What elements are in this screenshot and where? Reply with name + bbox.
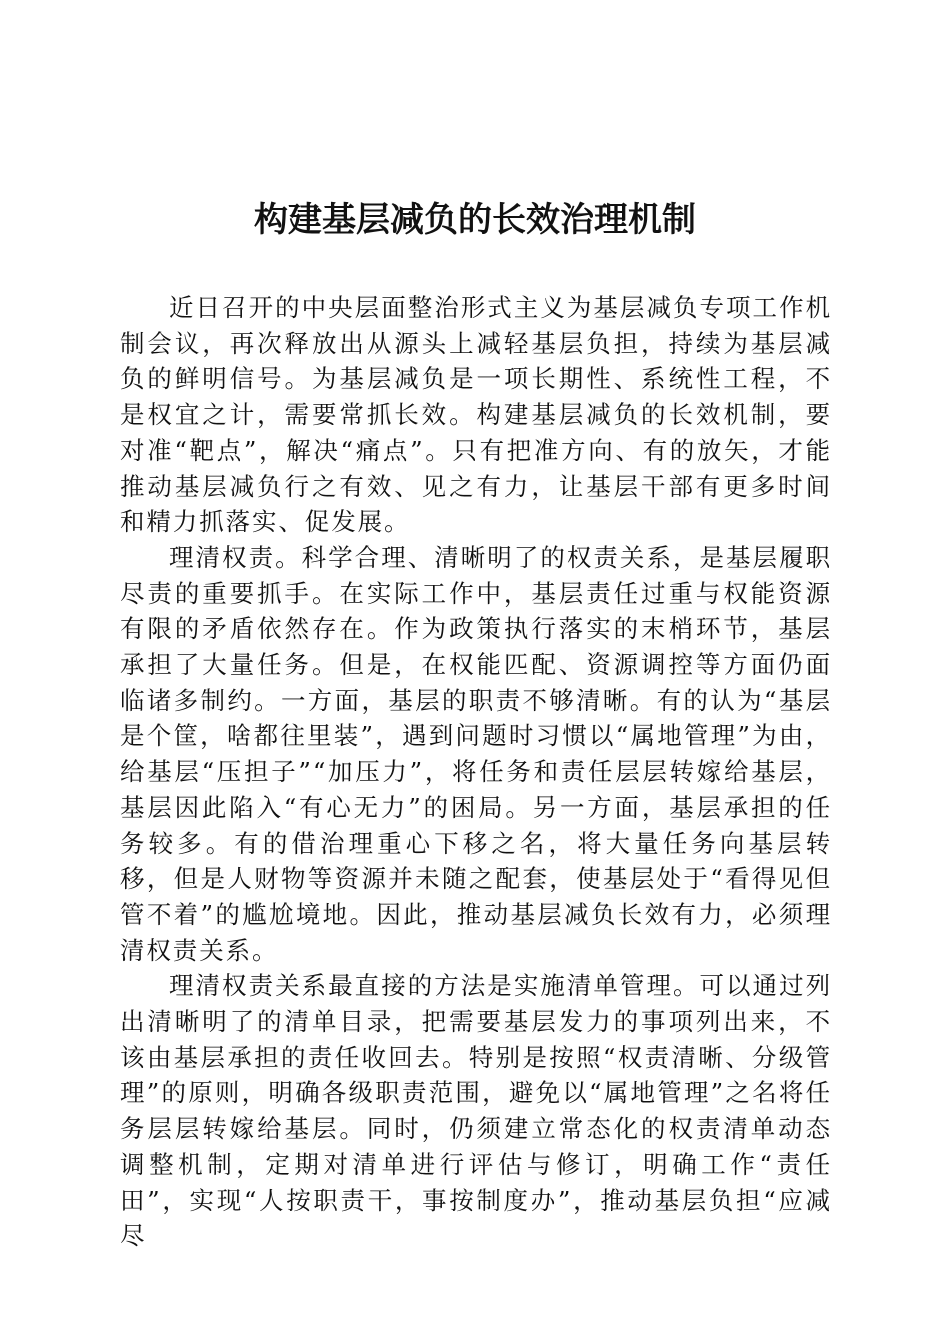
paragraph-list-management: 理清权责关系最直接的方法是实施清单管理。可以通过列出清晰明了的清单目录，把需要基层发力的事项列出来，不该由基层承担的责任收回去。特别是按照“权责清晰、分级管理”的原则，明确各级职责范围，避免以“属地管理”之名将任务层层转嫁给基层。同时，仍须建立常态化的权责清单动态调整机制，定期对清单进行评估与修订，明确工作“责任田”，实现“人按职责干，事按制度办”，推动基层负担“应减尽 bbox=[120, 971, 832, 1251]
paragraph-intro: 近日召开的中央层面整治形式主义为基层减负专项工作机制会议，再次释放出从源头上减轻基层负担，持续为基层减负的鲜明信号。为基层减负是一项长期性、系统性工程，不是权宜之计，需要常抓长效。构建基层减负的长效机制，要对准“靶点”，解决“痛点”。只有把准方向、有的放矢，才能推动基层减负行之有效、见之有力，让基层干部有更多时间和精力抓落实、促发展。 bbox=[120, 293, 832, 537]
document-title: 构建基层减负的长效治理机制 bbox=[254, 200, 696, 240]
document-body bbox=[120, 290, 832, 1254]
paragraph-clarify-responsibilities: 理清权责。科学合理、清晰明了的权责关系，是基层履职尽责的重要抓手。在实际工作中，基层责任过重与权能资源有限的矛盾依然存在。作为政策执行落实的末梢环节，基层承担了大量任务。但是，在权能匹配、资源调控等方面仍面临诸多制约。一方面，基层的职责不够清晰。有的认为“基层是个筐，啥都往里装”，遇到问题时习惯以“属地管理”为由，给基层“压担子”“加压力”，将任务和责任层层转嫁给基层，基层因此陷入“有心无力”的困局。另一方面，基层承担的任务较多。有的借治理重心下移之名，将大量任务向基层转移，但是人财物等资源并未随之配套，使基层处于“看得见但管不着”的尴尬境地。因此，推动基层减负长效有力，必须理清权责关系。 bbox=[120, 542, 832, 965]
